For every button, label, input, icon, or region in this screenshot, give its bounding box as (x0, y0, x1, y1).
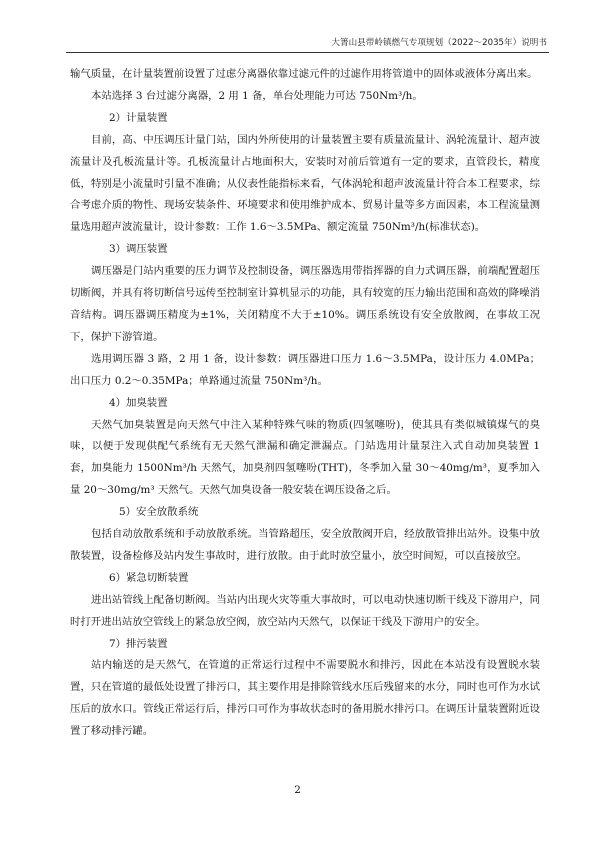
heading-drainage: 7）排污装置 (109, 637, 168, 650)
page-number: 2 (294, 784, 301, 796)
paragraph-drainage: 站内输送的是天然气，在管道的正常运行过程中不需要脱水和排污，因此在本站没有设置脱水装置，只在管道的最低处设置了排污口，其主要作用是排除管线水压后残留来的水分，同时也可作为水试压后的放水口。管线正常运行后，排污口可作为事故状态时的备用脱水排污口。在调压计量装置附近设置了移动排污罐。 (70, 659, 540, 738)
header-divider (66, 52, 549, 53)
document-title: 大箐山县带岭镇燃气专项规划（2022～2035年）说明书 (331, 38, 547, 48)
heading-safety-venting: 5）安全放散系统 (119, 506, 199, 519)
paragraph-filter-selection: 本站选择 3 台过滤分离器，2 用 1 备，单台处理能力可达 750Nm³/h。 (91, 89, 423, 102)
page-header (0, 0, 595, 56)
heading-odorization: 4）加臭装置 (109, 396, 168, 409)
paragraph-filter-continuation: 输气质量，在计量装置前设置了过虑分离器依靠过滤元件的过滤作用将管道中的固体或液体分离出来。 (70, 68, 538, 80)
paragraph-regulator-description: 调压器是门站内重要的压力调节及控制设备，调压器选用带指挥器的自力式调压器，前端配置超压切断阀，并具有将切断信号远传至控制室计算机显示的功能，具有较宽的压力输出范围和高效的降噪消音结构。调压器调压精度为±1%，关闭精度不大于±10%。调压系统设有安全放散阀，在事故工况下，保护下游管道。 (70, 265, 540, 343)
heading-emergency-shutoff: 6）紧急切断装置 (109, 571, 189, 584)
paragraph-safety-venting: 包括自动放散系统和手动放散系统。当管路超压，安全放散阀开启，经放散管排出站外。设集中放散装置，设备检修及站内发生事故时，进行放散。由于此时放空量小，放空时间短，可以直接放空。 (70, 528, 540, 562)
heading-metering: 2）计量装置 (109, 111, 168, 124)
heading-pressure-regulation: 3）调压装置 (109, 243, 168, 256)
paragraph-regulator-parameters: 选用调压器 3 路，2 用 1 备，设计参数：调压器进口压力 1.6～3.5MPa，设计压力 4.0MPa；出口压力 0.2～0.35MPa；单路通过流量 750Nm³/h。 (70, 352, 540, 387)
paragraph-emergency-shutoff: 进出站管线上配备切断阀。当站内出现火灾等重大事故时，可以电动快速切断干线及下游用户，同时打开进出站放空管线上的紧急放空阀，放空站内天然气，以保证干线及下游用户的安全。 (70, 593, 540, 628)
paragraph-odorization: 天然气加臭装置是向天然气中注入某种特殊气味的物质(四氢噻吩)，使其具有类似城镇煤气的臭味，以便于发现供配气系统有无天然气泄漏和确定泄漏点。门站选用计量泵注入式自动加臭装置 1 套，加臭能力 1500Nm³/h 天然气，加臭剂四氢噻吩(THT)，冬季加入量 30～40mg/m³，夏季加入量 20～30mg/m³ 天然气。天然气加臭设备一般安装在调压设备之后。 (70, 418, 540, 497)
paragraph-metering: 目前，高、中压调压计量门站，国内外所使用的计量装置主要有质量流量计、涡轮流量计、超声波流量计及孔板流量计等。孔板流量计占地面积大，安装时对前后管道有一定的要求，直管段长，精度低，特别是小流量时引量不准确；从仪表性能指标来看，气体涡轮和超声波流量计符合本工程要求，综合考虑介质的物性、现场安装条件、环境要求和使用维护成本、贸易计量等多方面因素，本工程流量测量选用超声波流量计，设计参数：工作 1.6～3.5MPa、额定流量 750Nm³/h(标准状态)。 (70, 133, 540, 234)
document-body (70, 64, 540, 743)
